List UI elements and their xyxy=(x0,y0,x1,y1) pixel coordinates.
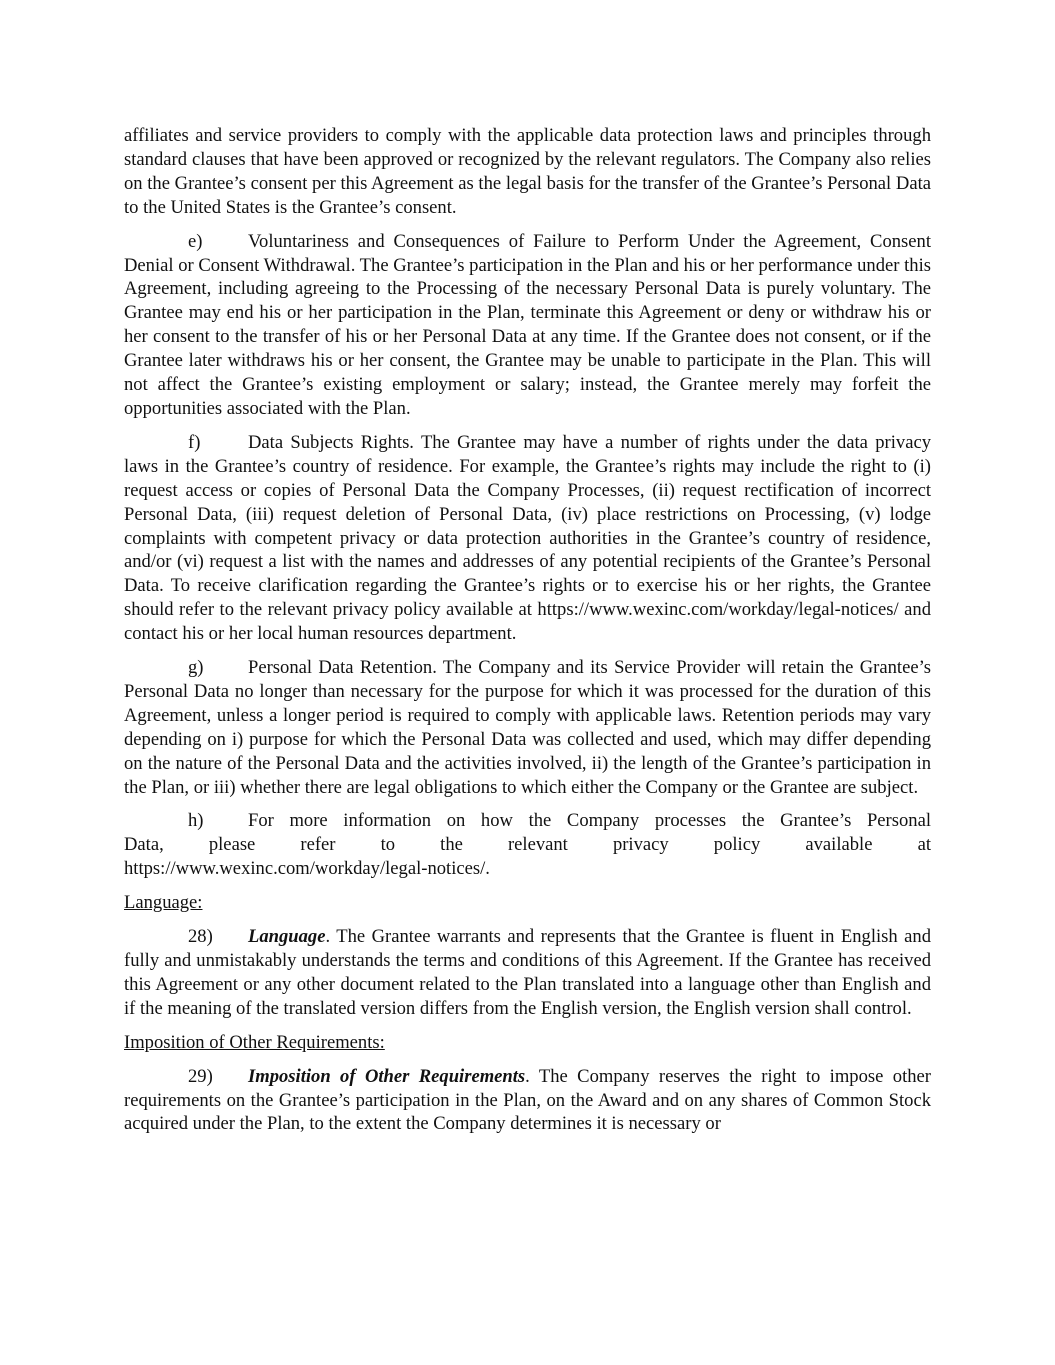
document-page xyxy=(124,124,931,1146)
paragraph-e-text: Voluntariness and Consequences of Failure to Perform Under the Agreement, Consent Denial or Consent Withdrawal. The Grantee’s participation in the Plan and his or her performance under this Agreement, including agreeing to the Processing of the necessary Personal Data is purely voluntary. The Grantee may end his or her participation in the Plan, terminate this Agreement or deny or withdraw his or her consent to the transfer of his or her Personal Data at any time. If the Grantee does not consent, or if the Grantee later withdraws his or her consent, the Grantee may be unable to participate in the Plan. This will not affect the Grantee’s existing employment or salary; instead, the Grantee merely may forfeit the opportunities associated with the Plan. xyxy=(124,230,931,419)
paragraph-g-label: g) xyxy=(188,657,204,679)
language-number: 28) xyxy=(188,926,213,948)
imposition-body: . The Company reserves the right to impose other requirements on the Grantee’s participation in the Plan, on the Award and on any shares of Common Stock acquired under the Plan, to the extent the Company determines it is necessary or xyxy=(124,1065,931,1135)
paragraph-e xyxy=(124,230,931,421)
paragraph-h-text-1: For more information on how the Company processes the Grantee’s Personal xyxy=(248,810,931,832)
paragraph-h-line1 xyxy=(124,809,931,833)
paragraph-g xyxy=(124,656,931,799)
language-body: . The Grantee warrants and represents that the Grantee is fluent in English and fully and unmistakably understands the terms and conditions of this Agreement. If the Grantee has received this Agreement or any other document related to the Plan translated into a language other than English and if the meaning of the translated version differs from the English version, the English version shall control. xyxy=(124,926,931,1019)
paragraph-e-label: e) xyxy=(188,230,203,252)
imposition-number: 29) xyxy=(188,1065,213,1087)
imposition-paragraph xyxy=(124,1065,931,1137)
paragraph-f-text: Data Subjects Rights. The Grantee may have a number of rights under the data privacy laws in the Grantee’s country of residence. For example, the Grantee’s rights may include the right to (i) request access or copies of Personal Data the Company Processes, (ii) request rectification of incorrect Personal Data, (iii) request deletion of Personal Data, (iv) place restrictions on Processing, (v) lodge complaints with competent privacy or data protection authorities in the Grantee’s country of residence, and/or (vi) request a list with the names and addresses of any potential recipients of the Grantee’s Personal Data. To receive clarification regarding the Grantee’s rights or to exercise his or her rights, the Grantee should refer to the relevant privacy policy available at https://www.wexinc.com/workday/legal-notices/ and contact his or her local human resources department. xyxy=(124,431,931,645)
imposition-title: Imposition of Other Requirements xyxy=(248,1065,526,1087)
paragraph-f-label: f) xyxy=(188,431,201,453)
language-heading: Language: xyxy=(124,892,203,914)
paragraph-h-label: h) xyxy=(188,810,204,832)
paragraph-h-line3: https://www.wexinc.com/workday/legal-notices/. xyxy=(124,858,490,880)
paragraph-h-line2: Data, please refer to the relevant privacy policy available at xyxy=(124,834,931,856)
imposition-heading: Imposition of Other Requirements: xyxy=(124,1031,385,1053)
paragraph-g-text: Personal Data Retention. The Company and its Service Provider will retain the Grantee’s Personal Data no longer than necessary for the purpose for which it was processed for the duration of this Agreement, unless a longer period is required to comply with applicable laws. Retention periods may vary depending on i) purpose for which the Personal Data was collected and used, which may differ depending on the nature of the Personal Data and the activities involved, ii) the length of the Grantee’s participation in the Plan, or iii) whether there are legal obligations to which either the Company or the Grantee are subject. xyxy=(124,657,931,798)
paragraph-h xyxy=(124,809,931,881)
language-title: Language xyxy=(248,926,326,948)
intro-paragraph: affiliates and service providers to comply with the applicable data protection laws and principles through standard clauses that have been approved or recognized by the relevant regulators. The Company also relies on the Grantee’s consent per this Agreement as the legal basis for the transfer of the Grantee’s Personal Data to the United States is the Grantee’s consent. xyxy=(124,125,931,218)
language-paragraph xyxy=(124,925,931,1021)
paragraph-f xyxy=(124,431,931,646)
